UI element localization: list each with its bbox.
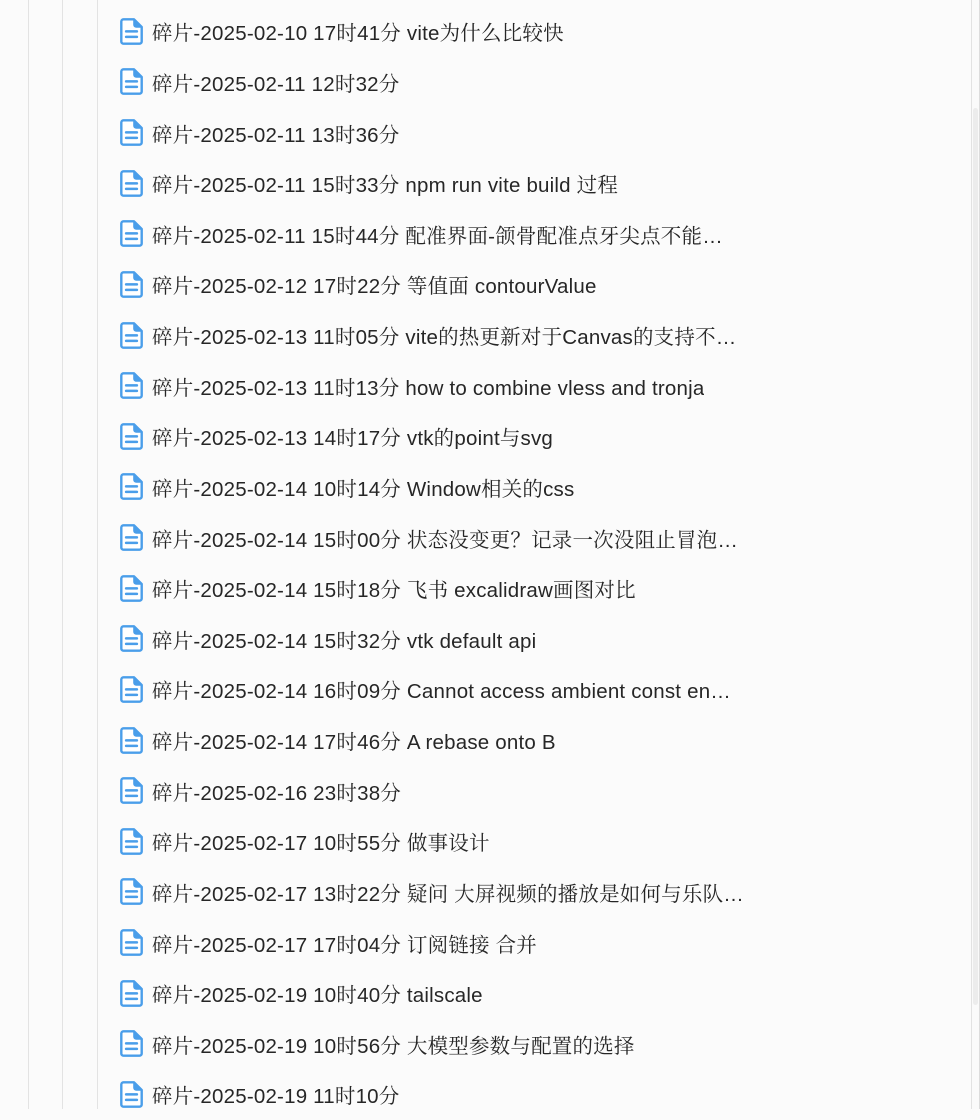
document-tree-item[interactable] [0,158,960,209]
document-title: 碎片-2025-02-11 13时36分 [152,123,400,147]
document-tree-item[interactable] [0,259,960,310]
document-icon [120,170,143,197]
document-tree-item[interactable] [0,512,960,563]
document-tree-item[interactable] [0,867,960,918]
document-icon [120,1030,143,1057]
document-title: 碎片-2025-02-19 10时56分 大模型参数与配置的选择 [152,1034,635,1058]
document-tree-item[interactable] [0,917,960,968]
document-icon [120,220,143,247]
document-tree-item[interactable] [0,360,960,411]
document-title: 碎片-2025-02-19 11时10分 [152,1085,400,1109]
document-title: 碎片-2025-02-17 13时22分 疑问 大屏视频的播放是如何与乐队… [152,882,744,906]
document-tree-item[interactable] [0,664,960,715]
document-title: 碎片-2025-02-11 15时44分 配准界面-颌骨配准点牙尖点不能… [152,224,723,248]
document-tree-item[interactable] [0,6,960,57]
document-title: 碎片-2025-02-19 10时40分 tailscale [152,984,483,1008]
document-icon [120,625,143,652]
document-tree-item[interactable] [0,765,960,816]
document-title: 碎片-2025-02-14 16时09分 Cannot access ambient const en… [152,680,732,704]
document-tree-item[interactable] [0,1019,960,1070]
document-icon [120,322,143,349]
document-tree-item[interactable] [0,563,960,614]
document-tree-item[interactable] [0,968,960,1019]
document-icon [120,929,143,956]
document-icon [120,524,143,551]
document-icon [120,878,143,905]
document-title: 碎片-2025-02-14 15时00分 状态没变更？记录一次没阻止冒泡… [152,528,739,552]
document-title: 碎片-2025-02-14 17时46分 A rebase onto B [152,731,556,755]
document-icon [120,68,143,95]
document-tree-item[interactable] [0,310,960,361]
document-icon [120,727,143,754]
document-tree-item[interactable] [0,57,960,108]
document-title: 碎片-2025-02-16 23时38分 [152,781,401,805]
document-icon [120,575,143,602]
document-tree-item[interactable] [0,209,960,260]
document-icon [120,423,143,450]
scrollbar-thumb[interactable] [973,108,978,1005]
document-tree-item[interactable] [0,107,960,158]
document-tree-item[interactable] [0,715,960,766]
document-title: 碎片-2025-02-13 14时17分 vtk的point与svg [152,427,554,451]
document-icon [120,119,143,146]
document-tree-item[interactable] [0,614,960,665]
document-icon [120,777,143,804]
document-list [0,6,960,1120]
document-tree-item[interactable] [0,462,960,513]
document-title: 碎片-2025-02-14 15时32分 vtk default api [152,629,537,653]
document-icon [120,473,143,500]
document-icon [120,828,143,855]
document-icon [120,980,143,1007]
document-icon [120,676,143,703]
scrollbar-track[interactable] [971,0,980,1109]
document-tree-item[interactable] [0,1069,960,1120]
document-tree-item[interactable] [0,411,960,462]
document-icon [120,18,143,45]
document-icon [120,372,143,399]
document-title: 碎片-2025-02-14 10时14分 Window相关的css [152,477,575,501]
document-title: 碎片-2025-02-17 17时04分 订阅链接 合并 [152,933,537,957]
document-title: 碎片-2025-02-13 11时05分 vite的热更新对于Canvas的支持不… [152,326,737,350]
document-icon [120,1081,143,1108]
document-title: 碎片-2025-02-12 17时22分 等值面 contourValue [152,275,597,299]
document-title: 碎片-2025-02-13 11时13分 how to combine vless and tronja [152,376,705,400]
document-title: 碎片-2025-02-17 10时55分 做事设计 [152,832,490,856]
document-title: 碎片-2025-02-11 15时33分 npm run vite build 过程 [152,174,619,198]
document-title: 碎片-2025-02-11 12时32分 [152,72,400,96]
document-title: 碎片-2025-02-14 15时18分 飞书 excalidraw画图对比 [152,579,636,603]
document-icon [120,271,143,298]
document-tree-item[interactable] [0,816,960,867]
document-title: 碎片-2025-02-10 17时41分 vite为什么比较快 [152,22,564,46]
